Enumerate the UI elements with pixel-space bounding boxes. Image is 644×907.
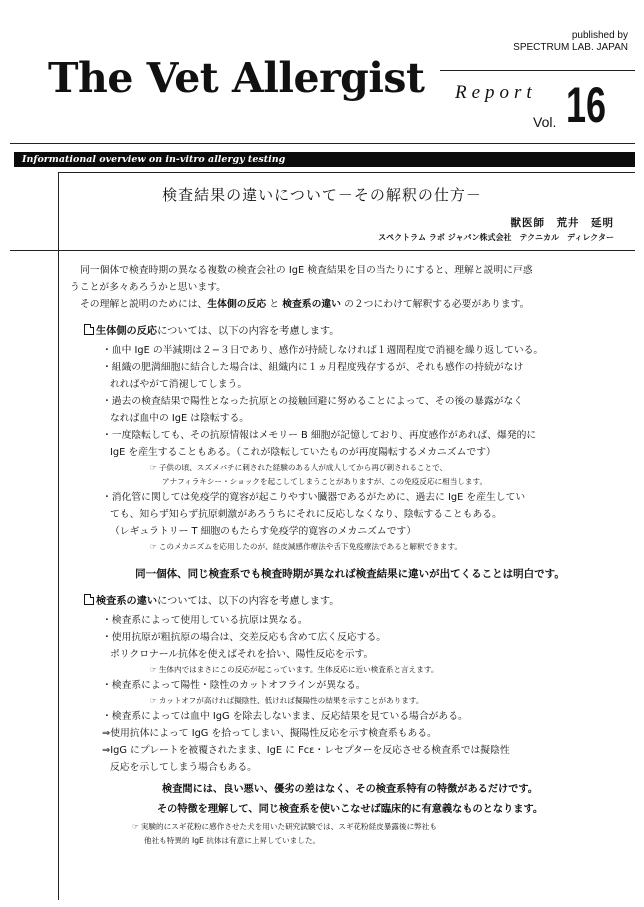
- section-conclusion: 同一個体、同じ検査系でも検査時期が異なれば検査結果に違いが出てくることは明白です。: [135, 568, 565, 580]
- masthead-rule-bottom: [10, 143, 635, 144]
- published-by-label: published by: [571, 30, 628, 41]
- note: ☞ 実験的にスギ花粉に感作させた犬を用いた研究試験では、スギ花粉経皮暴露後に弊社も: [70, 820, 630, 834]
- list-item-cont: ても、知らず知らず抗原刺激があろうちにそれに反応しなくなり、陰転することもある。: [110, 509, 502, 520]
- frame-top-rule: [58, 172, 635, 173]
- author-affiliation: スペクトラム ラボ ジャパン株式会社 テクニカル ディレクター: [378, 233, 614, 242]
- pointing-hand-icon: ☞: [132, 822, 139, 831]
- intro-line: うことが多々あろうかと思います。: [70, 282, 226, 293]
- masthead-title: The Vet Allergist: [48, 54, 425, 102]
- frame-left-rule: [58, 172, 59, 900]
- note: ☞ カットオフが高ければ擬陰性、低ければ擬陽性の結果を示すことがあります。: [70, 694, 630, 708]
- list-item: ・検査系によって陽性・陰性のカットオフラインが異なる。: [102, 680, 366, 691]
- document-icon: [84, 324, 94, 335]
- list-item-cont: IgE を産生することもある。（これが陰転していたものが再度陽転するメカニズムです）: [110, 447, 496, 458]
- section-heading-biological: 生体側の反応については、以下の内容を考慮します。: [70, 323, 630, 340]
- list-item: ・一度陰転しても、その抗原情報はメモリー B 細胞が記憶しており、再度感作があれば、爆発的に: [102, 430, 537, 441]
- list-item: ・検査系によっては血中 IgG を除去しないまま、反応結果を見ている場合がある。: [102, 711, 468, 722]
- note: ☞ このメカニズムを応用したのが、経皮減感作療法や舌下免疫療法であると解釈できます。: [70, 540, 630, 554]
- frame-mid-rule: [10, 250, 635, 251]
- document-icon: [84, 594, 94, 605]
- article-title: 検査結果の違いについて－その解釈の仕方－: [162, 186, 482, 204]
- pointing-hand-icon: ☞: [150, 665, 157, 674]
- volume-number: 16: [566, 77, 607, 133]
- publisher-block: [513, 30, 628, 54]
- author-name: 獣医師 荒井 延明: [510, 217, 614, 229]
- list-item-cont: ⇒使用抗体によって IgG を拾ってしまい、擬陽性反応を示す検査系もある。: [102, 728, 437, 739]
- list-item: ・血中 IgE の半減期は２−３日であり、感作が持続しなければ１週間程度で消褪を繰り返している。: [102, 345, 544, 356]
- note: ☞ 子供の頃、スズメバチに刺された経験のある人が成人してから再び刺されることで、: [70, 461, 630, 475]
- list-item-cont: れればやがて消褪してしまう。: [110, 379, 248, 390]
- publisher-name: SPECTRUM LAB. JAPAN: [513, 42, 628, 53]
- list-item-cont: （レギュラトリー T 細胞のもたらす免疫学的寛容のメカニズムです）: [110, 526, 417, 537]
- list-item: ・使用抗原が粗抗原の場合は、交差反応も含めて広く反応する。: [102, 632, 387, 643]
- list-item-cont: ⇒IgG にプレートを被覆されたまま、IgE に Fcε・レセプターを反応させる検査系では擬陰性: [102, 745, 510, 756]
- intro-line: 同一個体で検査時期の異なる複数の検査会社の IgE 検査結果を目の当たりにすると、理解と説明に戸惑: [80, 265, 533, 276]
- intro-line: その理解と説明のためには、生体側の反応 と 検査系の違い の２つにわけて解釈する必要があります。: [80, 299, 530, 310]
- masthead-rule-right: [440, 70, 635, 71]
- list-item: ・消化管に関しては免疫学的寛容が起こりやすい臓器であるがために、過去に IgE を産生してい: [102, 492, 526, 503]
- pointing-hand-icon: ☞: [150, 542, 157, 551]
- list-item-cont: なれば血中の IgE は陰転する。: [110, 413, 250, 424]
- note-cont: アナフィラキシー・ショックを起こしてしまうことがありますが、この免疫反応に相当します。: [162, 477, 488, 486]
- emphasis-biological: 生体側の反応: [207, 299, 267, 310]
- note: ☞ 生体内ではまさにこの反応が起こっています。生体反応に近い検査系と言えます。: [70, 663, 630, 677]
- list-item: ・過去の検査結果で陽性となった抗原との接触回避に努めることによって、その後の暴露がなく: [102, 396, 524, 407]
- list-item: ・検査系によって使用している抗原は異なる。: [102, 615, 308, 626]
- list-item-cont: 反応を示してしまう場合もある。: [110, 762, 257, 773]
- tagline-banner: Informational overview on in-vitro allergy testing: [14, 152, 635, 167]
- closing-statement: 検査間には、良い悪い、優劣の差はなく、その検査系特有の特徴があるだけです。 その特徴を理解して、同じ検査系を使いこなせば臨床的に有意義なものとなります。: [156, 784, 544, 815]
- pointing-hand-icon: ☞: [150, 696, 157, 705]
- emphasis-test-system: 検査系の違い: [282, 299, 341, 310]
- section-heading-test-system: 検査系の違いについては、以下の内容を考慮します。: [70, 593, 630, 610]
- article-body: [70, 262, 630, 848]
- report-label: Report: [455, 82, 537, 103]
- list-item: ・組織の肥満細胞に結合した場合は、組織内に１ヵ月程度残存するが、それも感作の持続がなけ: [102, 362, 524, 373]
- list-item-cont: ポリクロナール抗体を使えばそれを拾い、陽性反応を示す。: [110, 649, 374, 660]
- note-cont: 他社も特異的 IgE 抗体は有意に上昇していました。: [144, 836, 321, 845]
- pointing-hand-icon: ☞: [150, 463, 157, 472]
- volume-label: Vol.: [533, 114, 557, 130]
